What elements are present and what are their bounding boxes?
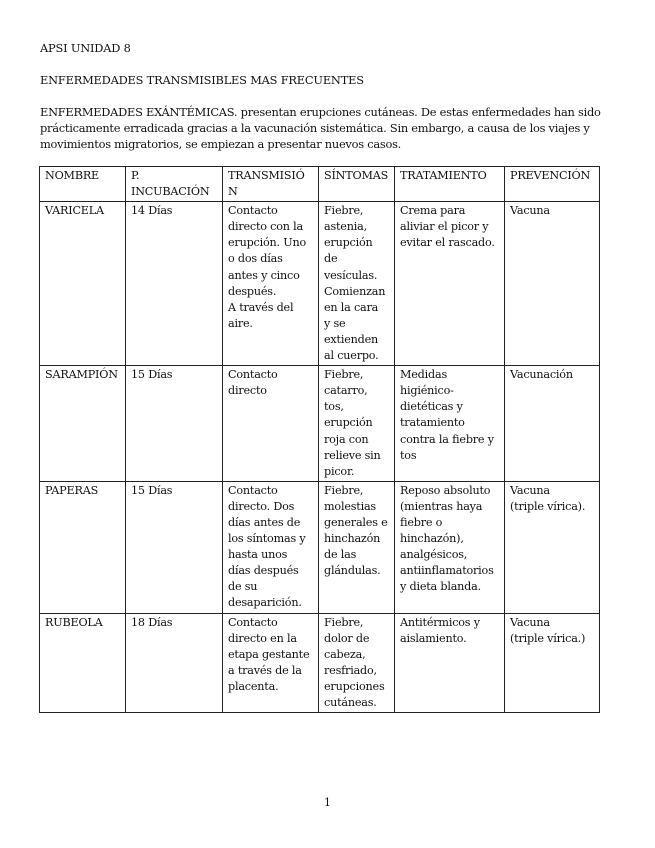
cell-transmision: Contacto directo xyxy=(223,366,319,482)
page-number: 1 xyxy=(324,796,331,809)
cell-incubacion: 15 Días xyxy=(126,481,223,613)
cell-tratamiento: Medidas higiénico- dietéticas y tratamiento contra la fiebre y tos xyxy=(395,366,505,482)
document-title: ENFERMEDADES TRANSMISIBLES MAS FRECUENTES xyxy=(40,73,364,87)
table-row xyxy=(40,481,600,613)
cell-nombre: PAPERAS xyxy=(40,481,126,613)
cell-prevencion: Vacuna (triple vírica.) xyxy=(505,613,600,713)
cell-prevencion: Vacuna xyxy=(505,202,600,366)
cell-transmision: Contacto directo con la erupción. Uno o dos días antes y cinco después. A través del aire. xyxy=(223,202,319,366)
header-nombre: NOMBRE xyxy=(40,167,126,202)
header-sintomas: SÍNTOMAS xyxy=(319,167,395,202)
intro-line-2: prácticamente erradicada gracias a la vacunación sistemática. Sin embargo, a causa de los viajes y xyxy=(40,121,590,135)
cell-transmision: Contacto directo. Dos días antes de los síntomas y hasta unos días después de su desaparición. xyxy=(223,481,319,613)
cell-sintomas: Fiebre, catarro, tos, erupción roja con relieve sin picor. xyxy=(319,366,395,482)
intro-line-1: ENFERMEDADES EXÁNTÉMICAS. presentan erupciones cutáneas. De estas enfermedades han sido xyxy=(40,105,601,119)
cell-sintomas: Fiebre, dolor de cabeza, resfriado, erupciones cutáneas. xyxy=(319,613,395,713)
table-row xyxy=(40,613,600,713)
cell-tratamiento: Reposo absoluto (mientras haya fiebre o hinchazón), analgésicos, antiinflamatorios y dieta blanda. xyxy=(395,481,505,613)
diseases-table xyxy=(39,166,600,713)
table-row xyxy=(40,202,600,366)
course-heading: APSI UNIDAD 8 xyxy=(40,41,131,55)
table-row xyxy=(40,366,600,482)
header-prevencion: PREVENCIÓN xyxy=(505,167,600,202)
header-tratamiento: TRATAMIENTO xyxy=(395,167,505,202)
cell-nombre: VARICELA xyxy=(40,202,126,366)
document-page xyxy=(40,40,616,152)
cell-tratamiento: Antitérmicos y aislamiento. xyxy=(395,613,505,713)
cell-nombre: RUBEOLA xyxy=(40,613,126,713)
intro-line-3: movimientos migratorios, se empiezan a presentar nuevos casos. xyxy=(40,137,402,151)
cell-prevencion: Vacunación xyxy=(505,366,600,482)
cell-sintomas: Fiebre, astenia, erupción de vesículas. Comienzan en la cara y se extienden al cuerpo. xyxy=(319,202,395,366)
cell-tratamiento: Crema para aliviar el picor y evitar el rascado. xyxy=(395,202,505,366)
table-header-row xyxy=(40,167,600,202)
header-incubacion: P. INCUBACIÓN xyxy=(126,167,223,202)
cell-incubacion: 18 Días xyxy=(126,613,223,713)
cell-sintomas: Fiebre, molestias generales e hinchazón de las glándulas. xyxy=(319,481,395,613)
header-transmision: TRANSMISIÓN xyxy=(223,167,319,202)
cell-incubacion: 15 Días xyxy=(126,366,223,482)
cell-prevencion: Vacuna (triple vírica). xyxy=(505,481,600,613)
cell-incubacion: 14 Días xyxy=(126,202,223,366)
cell-transmision: Contacto directo en la etapa gestante a través de la placenta. xyxy=(223,613,319,713)
cell-nombre: SARAMPIÓN xyxy=(40,366,126,482)
